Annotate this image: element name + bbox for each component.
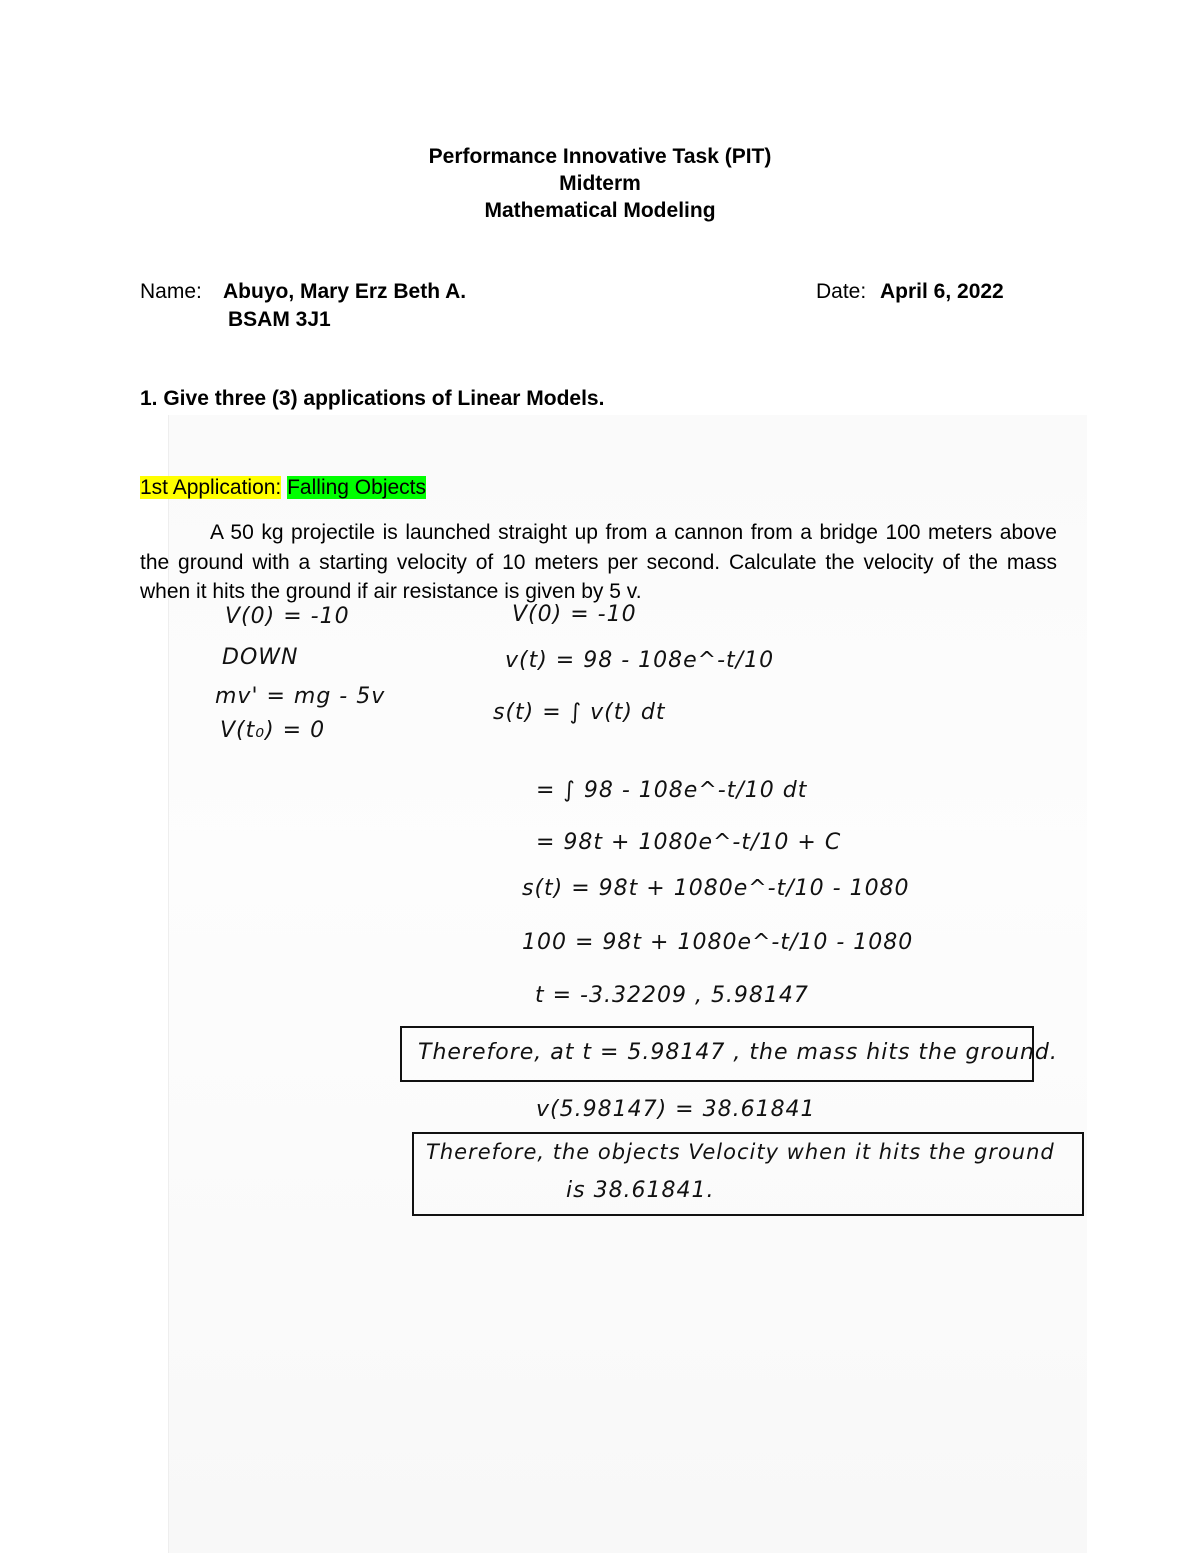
conclusion-box-time xyxy=(400,1026,1058,1082)
hw-final-velocity: v(5.98147) = 38.61841 xyxy=(536,1097,816,1122)
student-section: BSAM 3J1 xyxy=(228,308,331,331)
hw-right-initial: V(0) = -10 xyxy=(512,602,637,627)
course-title: Mathematical Modeling xyxy=(484,199,716,222)
page-subtitle: Midterm xyxy=(559,172,641,195)
hw-conclusion-time: Therefore, at t = 5.98147 , the mass hits the ground. xyxy=(418,1040,1058,1065)
conclusion-box-velocity xyxy=(412,1132,1084,1216)
hw-antiderivative: = 98t + 1080e^-t/10 + C xyxy=(536,830,842,855)
date-label: Date: xyxy=(816,280,867,303)
hw-integral-expanded: = ∫ 98 - 108e^-t/10 dt xyxy=(536,778,808,803)
application-topic: Falling Objects xyxy=(287,476,426,499)
hw-velocity-function: v(t) = 98 - 108e^-t/10 xyxy=(505,648,775,673)
hw-ode: mv' = mg - 5v xyxy=(215,684,386,709)
question-heading: 1. Give three (3) applications of Linear Models. xyxy=(140,387,605,410)
date-value: April 6, 2022 xyxy=(880,280,1004,303)
hw-conclusion-velocity-line2: is 38.61841. xyxy=(566,1178,715,1203)
application-label: 1st Application: xyxy=(140,476,282,499)
application-heading xyxy=(140,476,426,500)
hw-direction: DOWN xyxy=(222,645,299,670)
student-name: Abuyo, Mary Erz Beth A. xyxy=(223,280,467,303)
problem-statement: A 50 kg projectile is launched straight up from a cannon from a bridge 100 meters above the ground with a starting velocity of 10 meters per second. Calculate the velocity of the mass when it hits the ground if air resistance is given by 5 v. xyxy=(140,521,1057,603)
hw-ground-equation: 100 = 98t + 1080e^-t/10 - 1080 xyxy=(522,930,914,955)
hw-position-function: s(t) = 98t + 1080e^-t/10 - 1080 xyxy=(522,876,910,901)
hw-conclusion-velocity-line1: Therefore, the objects Velocity when it hits the ground xyxy=(426,1140,1055,1164)
page-title: Performance Innovative Task (PIT) xyxy=(428,145,772,168)
hw-initial-condition: V(0) = -10 xyxy=(225,604,350,629)
name-label: Name: xyxy=(140,280,202,303)
hw-terminal-condition: V(t₀) = 0 xyxy=(220,718,326,743)
hw-position-integral: s(t) = ∫ v(t) dt xyxy=(493,700,666,725)
hw-time-solutions: t = -3.32209 , 5.98147 xyxy=(535,983,809,1008)
